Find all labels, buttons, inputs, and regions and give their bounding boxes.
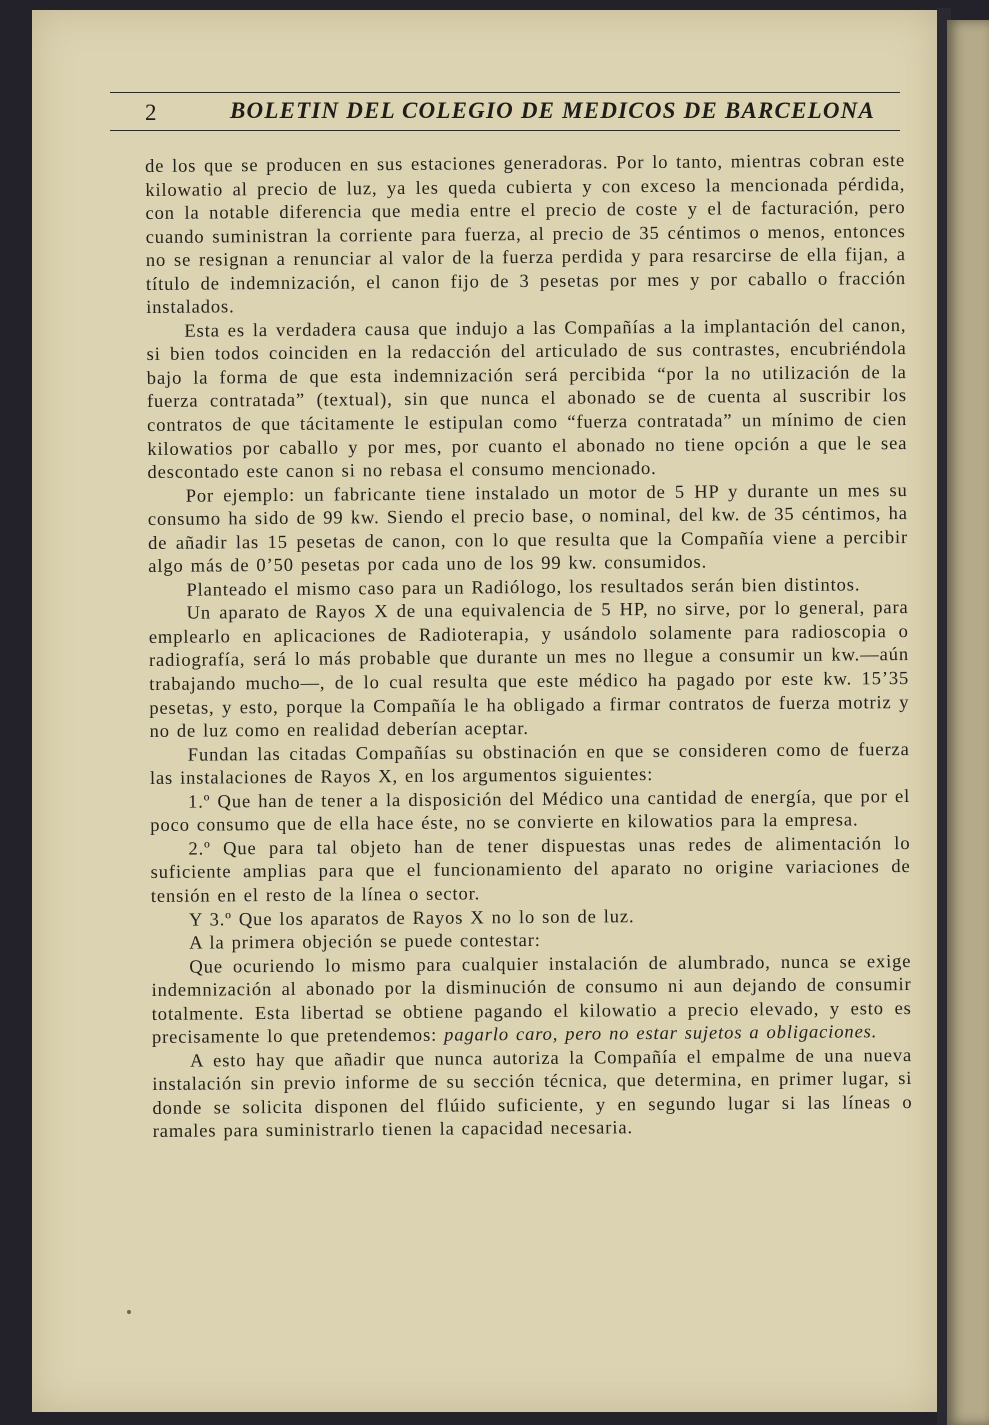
header-rule-top bbox=[110, 92, 900, 93]
emphasis-text: pagarlo caro, pero no estar sujetos a obligaciones. bbox=[444, 1021, 878, 1046]
paragraph: Fundan las citadas Compañías su obstinación en que se consideren como de fuerza las instalaciones de Rayos X, en los argumentos siguientes: bbox=[149, 738, 910, 790]
journal-title: BOLETIN DEL COLEGIO DE MEDICOS DE BARCELONA bbox=[230, 98, 876, 123]
paragraph: A esto hay que añadir que nunca autoriza la Compañía el empalme de una nueva instalación sin previo informe de su sección técnica, que determina, en primer lugar, si donde se solicita disponen del flúido suficiente, y en segundo lugar si las líneas o ramales para suministrarlo tienen la capacidad necesaria. bbox=[152, 1044, 913, 1143]
paragraph: de los que se producen en sus estaciones generadoras. Por lo tanto, mientras cobran este kilowatio al precio de luz, ya les queda cubierta y con exceso la mencionada pérdida, con la notable diferencia que media entre el precio de coste y el de facturación, pero cuando suministran la corriente para fuerza, al precio de 35 céntimos o menos, entonces no se resignan a renunciar al valor de la fuerza perdida y para resarcirse de ella fijan, a título de indemnización, el canon fijo de 3 pesetas por mes y por caballo o fracción instalados. bbox=[145, 150, 907, 319]
paragraph: Por ejemplo: un fabricante tiene instalado un motor de 5 HP y durante un mes su consumo ha sido de 99 kw. Siendo el precio base, o nominal, del kw. de 35 céntimos, ha de añadir las 15 pesetas de canon, con lo que resulta que la Compañía viene a percibir algo más de 0’50 pesetas por cada uno de los 99 kw. consumidos. bbox=[147, 479, 909, 578]
paragraph: Planteado el mismo caso para un Radiólogo, los resultados serán bien distintos. bbox=[186, 574, 861, 601]
list-item: Y 3.º Que los aparatos de Rayos X no lo son de luz. bbox=[188, 905, 635, 931]
paragraph bbox=[151, 950, 912, 1050]
next-page-edge bbox=[947, 20, 989, 1425]
paragraph: A la primera objeción se puede contestar: bbox=[189, 929, 541, 954]
paper-speck bbox=[127, 1310, 131, 1314]
list-item: 2.º Que para tal objeto han de tener dispuestas unas redes de alimentación lo suficiente amplias para que el funcionamiento del aparato no origine variaciones de tensión en el resto de la línea o sector. bbox=[150, 832, 911, 907]
paragraph: Un aparato de Rayos X de una equivalencia de 5 HP, no sirve, por lo general, para emplearlo en aplicaciones de Radioterapia, y usándolo solamente para radioscopia o radiografía, será lo más probable que durante un mes no llegue a consumir un kw.—aún trabajando mucho—, de lo cual resulta que este médico ha pagado por este kw. 15’35 pesetas, y esto, porque la Compañía le ha obligado a firmar contratos de fuerza motriz y no de luz como en realidad deberían aceptar. bbox=[148, 597, 910, 743]
paragraph-text: Que ocuriendo lo mismo para cualquier instalación de alumbrado, nunca se exige indemnización al abonado por la disminución de consumo ni aun dejando de consumir totalmente. Esta libertad se obtiene pagando el kilowatio a precio elevado, y esto es precisamente lo que pretendemos: bbox=[151, 950, 912, 1049]
header-rule-bottom bbox=[110, 130, 900, 131]
list-item: 1.º Que han de tener a la disposición del Médico una cantidad de energía, que por el poco consumo que de ella hace éste, no se convierte en kilowatios para la empresa. bbox=[150, 785, 911, 837]
article-body bbox=[145, 149, 913, 1144]
page-number: 2 bbox=[145, 100, 157, 125]
running-header bbox=[110, 88, 900, 140]
paragraph: Esta es la verdadera causa que indujo a las Compañías a la implantación del canon, si bien todos coinciden en la redacción del articulado de sus contrastes, encubriéndola bajo la forma de que esta indemnización será percibida “por la no utilización de la fuerza contratada” (textual), sin que nunca el abonado se de cuenta al suscribir los contratos de que tácitamente le estipulan como “fuerza contratada” un mínimo de cien kilowatios por caballo y por mes, por cuanto el abonado no tiene opción a que le sea descontado este canon si no rebasa el consumo mencionado. bbox=[146, 314, 908, 484]
